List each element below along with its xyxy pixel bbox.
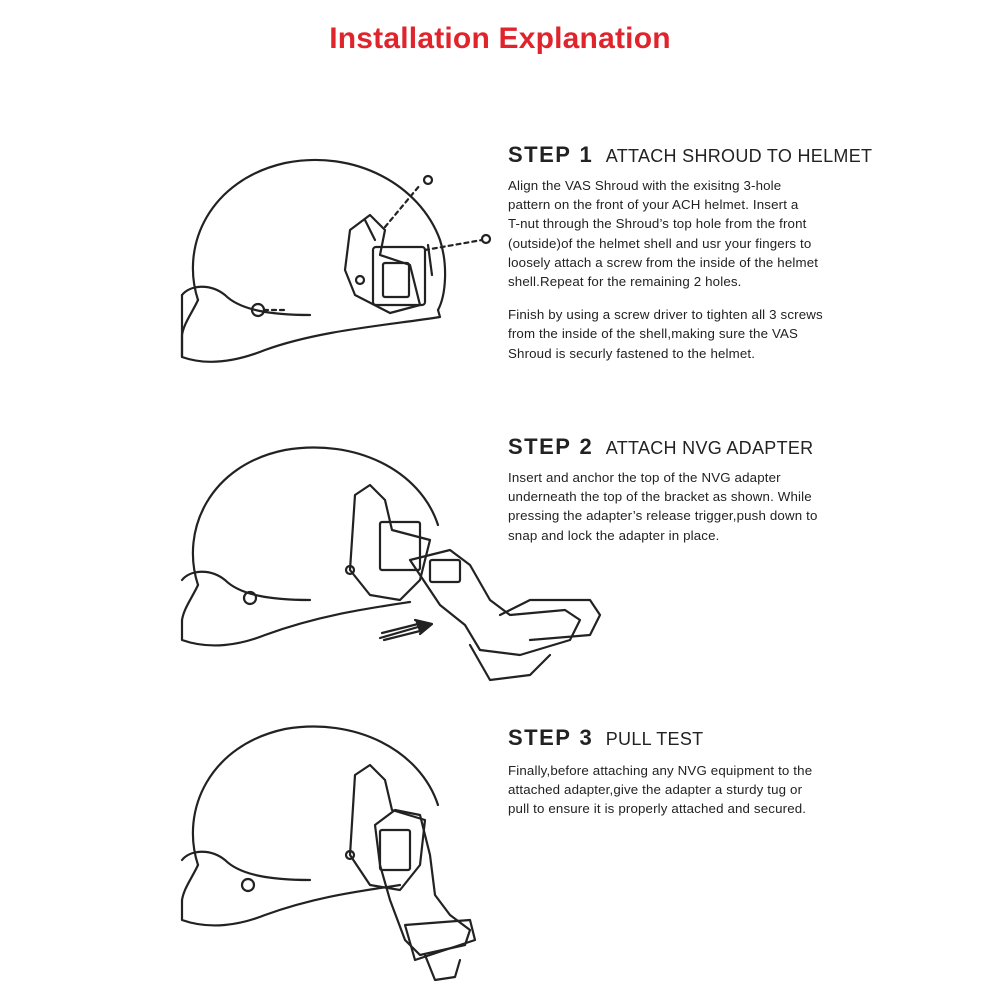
step-label: STEP <box>508 142 572 167</box>
step-1-heading <box>508 142 872 168</box>
step-title: ATTACH NVG ADAPTER <box>605 438 814 458</box>
step-3-instructions: Finally,before attaching any NVG equipment to the attached adapter,give the adapter a sturdy tug or pull to ensure it is properly attached and secured. <box>508 763 813 817</box>
step-number: 2 <box>579 434 592 459</box>
step-1 <box>508 142 872 363</box>
step-1-instructions-continued: Finish by using a screw driver to tighten all 3 screws from the inside of the shell,making sure the VAS Shroud is securly fastened to the helmet. <box>508 307 823 361</box>
step-label: STEP <box>508 725 572 750</box>
step-2-instructions: Insert and anchor the top of the NVG adapter underneath the top of the bracket as shown. While pressing the adapter’s release trigger,push down to snap and lock the adapter in place. <box>508 470 818 543</box>
step-number: 1 <box>579 142 592 167</box>
step-2-heading <box>508 434 818 460</box>
step-number: 3 <box>579 725 592 750</box>
step-3-heading <box>508 725 812 751</box>
step-2 <box>508 434 818 545</box>
step-title: ATTACH SHROUD TO HELMET <box>605 146 873 166</box>
page-title: Installation Explanation <box>329 22 671 55</box>
helmet-pull-test-illustration <box>170 715 500 995</box>
helmet-shroud-illustration <box>170 145 500 395</box>
step-title: PULL TEST <box>605 729 704 749</box>
step-1-instructions: Align the VAS Shroud with the exisitng 3-hole pattern on the front of your ACH helmet. Insert a T-nut through the Shroud’s top hole from the front (outside)of the helmet shell and usr your fingers to loosely attach a screw from the inside of the helmet shell.Repeat for the remaining 2 holes. <box>508 178 819 290</box>
step-3 <box>508 725 812 819</box>
step-label: STEP <box>508 434 572 459</box>
